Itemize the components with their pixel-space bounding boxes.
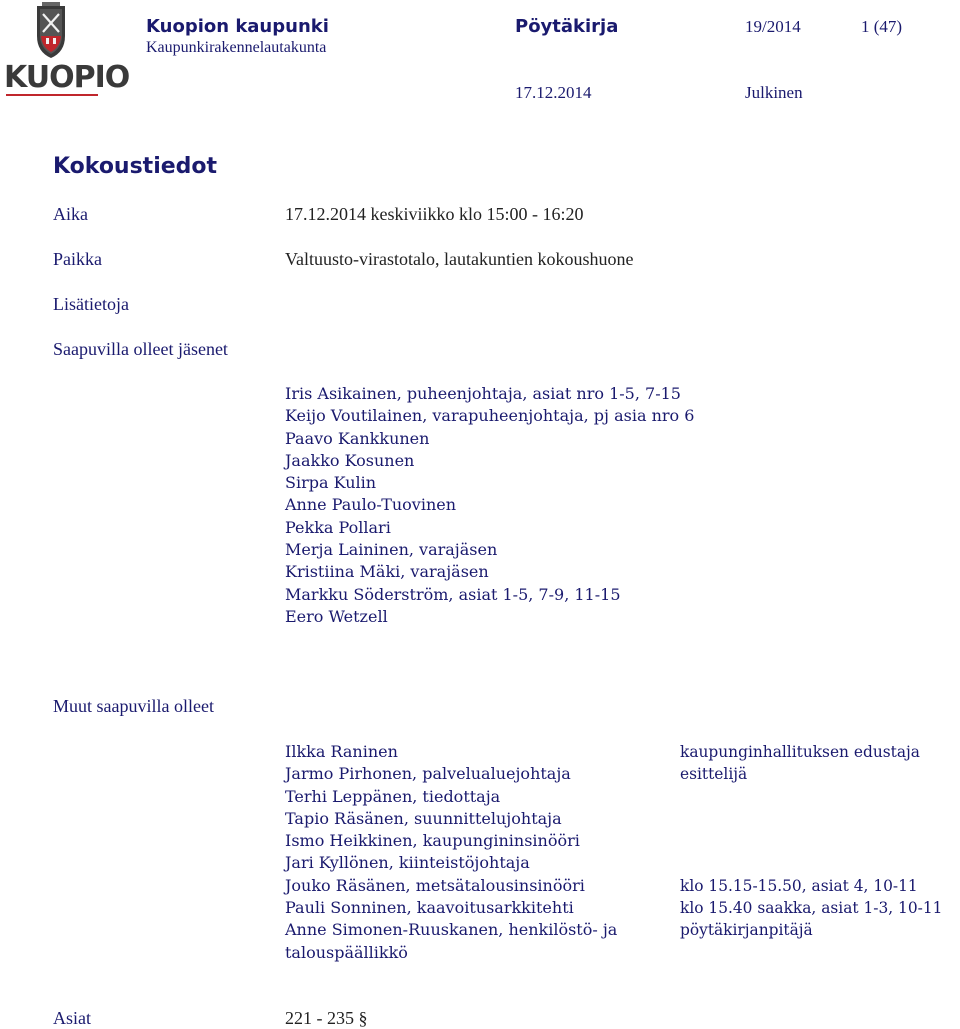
others-label: Muut saapuvilla olleet	[53, 696, 214, 716]
aika-label: Aika	[53, 204, 88, 224]
list-item: Markku Söderström, asiat 1-5, 7-9, 11-15	[285, 584, 621, 604]
role-item	[680, 852, 942, 874]
list-item: Pauli Sonninen, kaavoitusarkkitehti	[285, 898, 574, 918]
list-item: Iris Asikainen, puheenjohtaja, asiat nro 1-5, 7-15	[285, 384, 681, 403]
members-label: Saapuvilla olleet jäsenet	[53, 339, 228, 359]
list-item: Jari Kyllönen, kiinteistöjohtaja	[285, 853, 530, 873]
members-list	[285, 383, 694, 628]
asiat-label: Asiat	[53, 1008, 91, 1028]
doc-visibility: Julkinen	[745, 83, 803, 102]
logo-wordmark: KUOPIO	[4, 60, 130, 95]
list-item: Keijo Voutilainen, varapuheenjohtaja, pj asia nro 6	[285, 406, 695, 426]
list-item: Paavo Kankkunen	[285, 428, 430, 448]
list-item: Jaakko Kosunen	[285, 450, 415, 470]
list-item: Ilkka Raninen	[285, 742, 398, 761]
role-item: klo 15.15-15.50, asiat 4, 10-11	[680, 876, 918, 895]
page-count: 1 (47)	[861, 17, 903, 36]
list-item: Eero Wetzell	[285, 606, 388, 626]
paikka-label: Paikka	[53, 249, 102, 269]
others-names	[285, 741, 617, 964]
others-roles	[680, 741, 942, 964]
asiat-value: 221 - 235 §	[285, 1008, 368, 1028]
list-item: talouspäällikkö	[285, 942, 408, 962]
doc-type: Pöytäkirja	[515, 16, 619, 37]
role-item: kaupunginhallituksen edustaja	[680, 743, 920, 761]
role-item	[680, 830, 942, 852]
aika-value: 17.12.2014 keskiviikko klo 15:00 - 16:20	[285, 204, 584, 224]
role-item: pöytäkirjanpitäjä	[680, 921, 813, 940]
role-item	[680, 808, 942, 830]
doc-date: 17.12.2014	[515, 83, 592, 102]
list-item: Kristiina Mäki, varajäsen	[285, 562, 489, 582]
list-item: Pekka Pollari	[285, 517, 391, 537]
lisatietoja-label: Lisätietoja	[53, 294, 129, 314]
list-item: Sirpa Kulin	[285, 473, 377, 493]
role-item: klo 15.40 saakka, asiat 1-3, 10-11	[680, 899, 943, 918]
role-item	[680, 942, 942, 964]
list-item: Merja Laininen, varajäsen	[285, 540, 498, 560]
list-item: Jarmo Pirhonen, palvelualuejohtaja	[285, 764, 571, 784]
kuopio-logo	[4, 2, 130, 98]
list-item: Ismo Heikkinen, kaupungininsinööri	[285, 831, 580, 851]
list-item: Jouko Räsänen, metsätalousinsinööri	[285, 875, 585, 895]
org-name: Kuopion kaupunki	[146, 16, 329, 37]
list-item: Anne Paulo-Tuovinen	[285, 495, 457, 515]
role-item: esittelijä	[680, 765, 748, 784]
section-title: Kokoustiedot	[53, 154, 218, 179]
role-item	[680, 786, 942, 808]
doc-number: 19/2014	[745, 17, 801, 36]
paikka-value: Valtuusto-virastotalo, lautakuntien kokoushuone	[285, 249, 634, 269]
board-name: Kaupunkirakennelautakunta	[146, 39, 327, 56]
list-item: Tapio Räsänen, suunnittelujohtaja	[285, 808, 562, 828]
list-item: Terhi Leppänen, tiedottaja	[285, 786, 501, 806]
list-item: Anne Simonen-Ruuskanen, henkilöstö- ja	[285, 920, 618, 940]
